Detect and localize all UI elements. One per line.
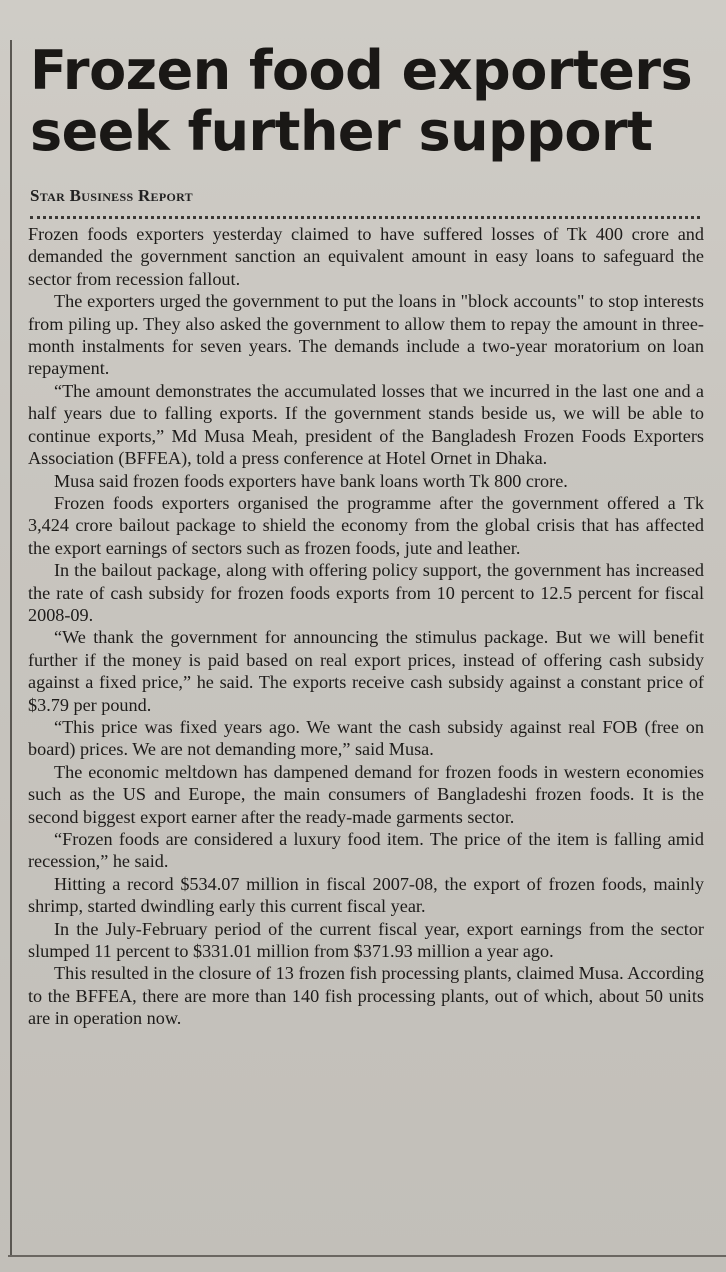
paragraph-3: “The amount demonstrates the accumulated losses that we incurred in the last one and a half years due to falling exports. If the government stands beside us, we will be able to continue exports,” Md Musa Meah, president of the Bangladesh Frozen Foods Exporters Association (BFFEA), told a press conference at Hotel Ornet in Dhaka. bbox=[28, 380, 704, 469]
headline: Frozen food exporters seek further support bbox=[30, 39, 693, 164]
article-body bbox=[24, 223, 704, 1030]
column-rule-left bbox=[10, 40, 12, 1255]
news-article bbox=[24, 40, 704, 1030]
paragraph-4: Musa said frozen foods exporters have bank loans worth Tk 800 crore. bbox=[54, 470, 568, 491]
paragraph-7: “We thank the government for announcing the stimulus package. But we will benefit further if the money is paid based on real export prices, instead of offering cash subsidy against a fixed price,” he said. The exports receive cash subsidy against a constant price of $3.79 per pound. bbox=[28, 627, 704, 715]
paragraph-5: Frozen foods exporters organised the programme after the government offered a Tk 3,424 crore bailout package to shield the economy from the global crisis that has affected the export earnings of sectors such as frozen foods, jute and leather. bbox=[28, 492, 704, 558]
bottom-rule bbox=[8, 1255, 726, 1257]
paragraph-9: The economic meltdown has dampened demand for frozen foods in western economies such as the US and Europe, the main consumers of Bangladeshi frozen foods. It is the second biggest export earner after the ready-made garments sector. bbox=[28, 761, 704, 827]
paragraph-2: The exporters urged the government to put the loans in "block accounts" to stop interests from piling up. They also asked the government to allow them to repay the amount in three-month instalments for seven years. The demands include a two-year moratorium on loan repayment. bbox=[28, 291, 704, 379]
byline: Star Business Report bbox=[30, 186, 193, 206]
paragraph-6: In the bailout package, along with offering policy support, the government has increased the rate of cash subsidy for frozen foods exports from 10 percent to 12.5 percent for fiscal 2008-09. bbox=[28, 560, 704, 625]
paragraph-13: This resulted in the closure of 13 frozen fish processing plants, claimed Musa. According to the BFFEA, there are more than 140 fish processing plants, out of which, about 50 units are in operation now. bbox=[28, 963, 704, 1029]
paragraph-12: In the July-February period of the current fiscal year, export earnings from the sector slumped 11 percent to $331.01 million from $371.93 million a year ago. bbox=[28, 918, 704, 962]
paragraph-11: Hitting a record $534.07 million in fiscal 2007-08, the export of frozen foods, mainly shrimp, started dwindling early this current fiscal year. bbox=[28, 873, 704, 917]
paragraph-1: Frozen foods exporters yesterday claimed to have suffered losses of Tk 400 crore and demanded the government sanction an equivalent amount in easy loans to safeguard the sector from recession fallout. bbox=[28, 224, 704, 289]
paragraph-8: “This price was fixed years ago. We want the cash subsidy against real FOB (free on board) prices. We are not demanding more,” said Musa. bbox=[28, 716, 704, 760]
paragraph-10: “Frozen foods are considered a luxury food item. The price of the item is falling amid recession,” he said. bbox=[28, 829, 704, 872]
dotted-divider bbox=[30, 216, 700, 219]
